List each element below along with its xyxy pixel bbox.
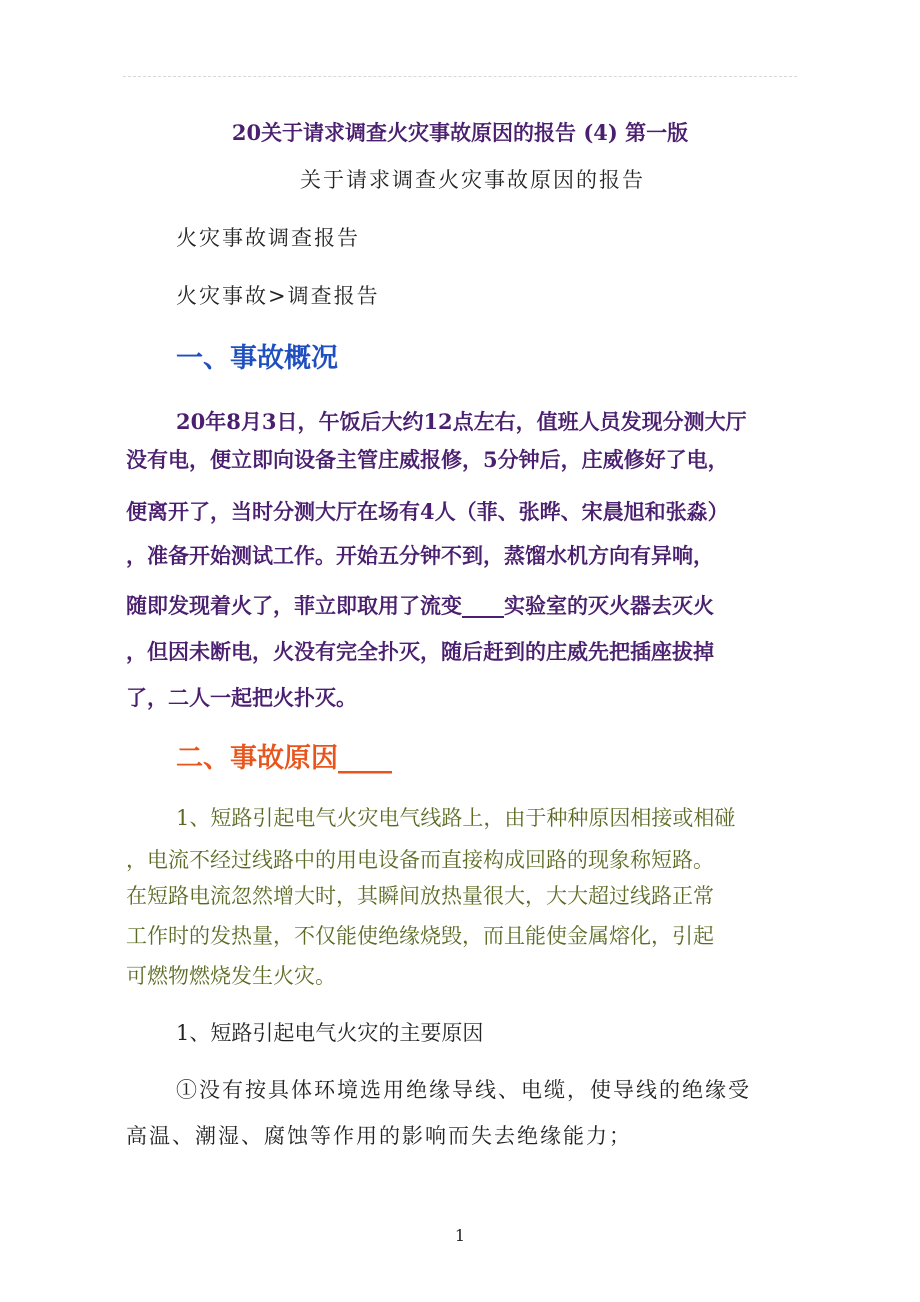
- paragraph-line: ，准备开始测试工作。开始五分钟不到，蒸馏水机方向有异响，: [126, 543, 714, 568]
- paragraph-line: 可燃物燃烧发生火灾。: [126, 964, 336, 988]
- section-heading: 一、事故概况: [176, 343, 338, 374]
- paragraph-line: 在短路电流忽然增大时，其瞬间放热量很大，大大超过线路正常: [126, 884, 714, 908]
- document-title: 20关于请求调查火灾事故原因的报告 (4) 第一版: [231, 120, 689, 145]
- paragraph-line: 便离开了，当时分测大厅在场有4人（菲、张晔、宋晨旭和张淼）: [126, 499, 729, 524]
- paragraph-line: 1、短路引起电气火灾电气线路上，由于种种原因相接或相碰: [176, 806, 736, 830]
- subheading: 1、短路引起电气火灾的主要原因: [176, 1021, 484, 1045]
- paragraph-line: 了，二人一起把火扑灭。: [126, 685, 357, 710]
- section-heading: 二、事故原因____: [176, 743, 392, 774]
- document-subtitle: 关于请求调查火灾事故原因的报告: [300, 168, 645, 192]
- header-rule: [123, 76, 797, 77]
- paragraph-line: ，但因未断电，火没有完全扑灭，随后赶到的庄威先把插座拔掉: [126, 639, 714, 664]
- paragraph-line: 工作时的发热量，不仅能使绝缘烧毁，而且能使金属熔化，引起: [126, 924, 714, 948]
- paragraph-line: 没有电，便立即向设备主管庄威报修，5分钟后，庄威修好了电，: [126, 447, 729, 472]
- list-item-line: 高温、潮湿、腐蚀等作用的影响而失去绝缘能力；: [126, 1124, 632, 1148]
- paragraph-line: 20年8月3日，午饭后大约12点左右，值班人员发现分测大厅: [176, 409, 747, 434]
- paragraph-line: ，电流不经过线路中的用电设备而直接构成回路的现象称短路。: [126, 848, 714, 872]
- text-line: 火灾事故>调查报告: [176, 284, 380, 308]
- paragraph-line: 随即发现着火了，菲立即取用了流变____实验室的灭火器去灭火: [126, 593, 714, 618]
- text-line: 火灾事故调查报告: [176, 226, 360, 250]
- page-number: 1: [454, 1226, 466, 1245]
- list-item-line: ①没有按具体环境选用绝缘导线、电缆，使导线的绝缘受: [176, 1078, 751, 1102]
